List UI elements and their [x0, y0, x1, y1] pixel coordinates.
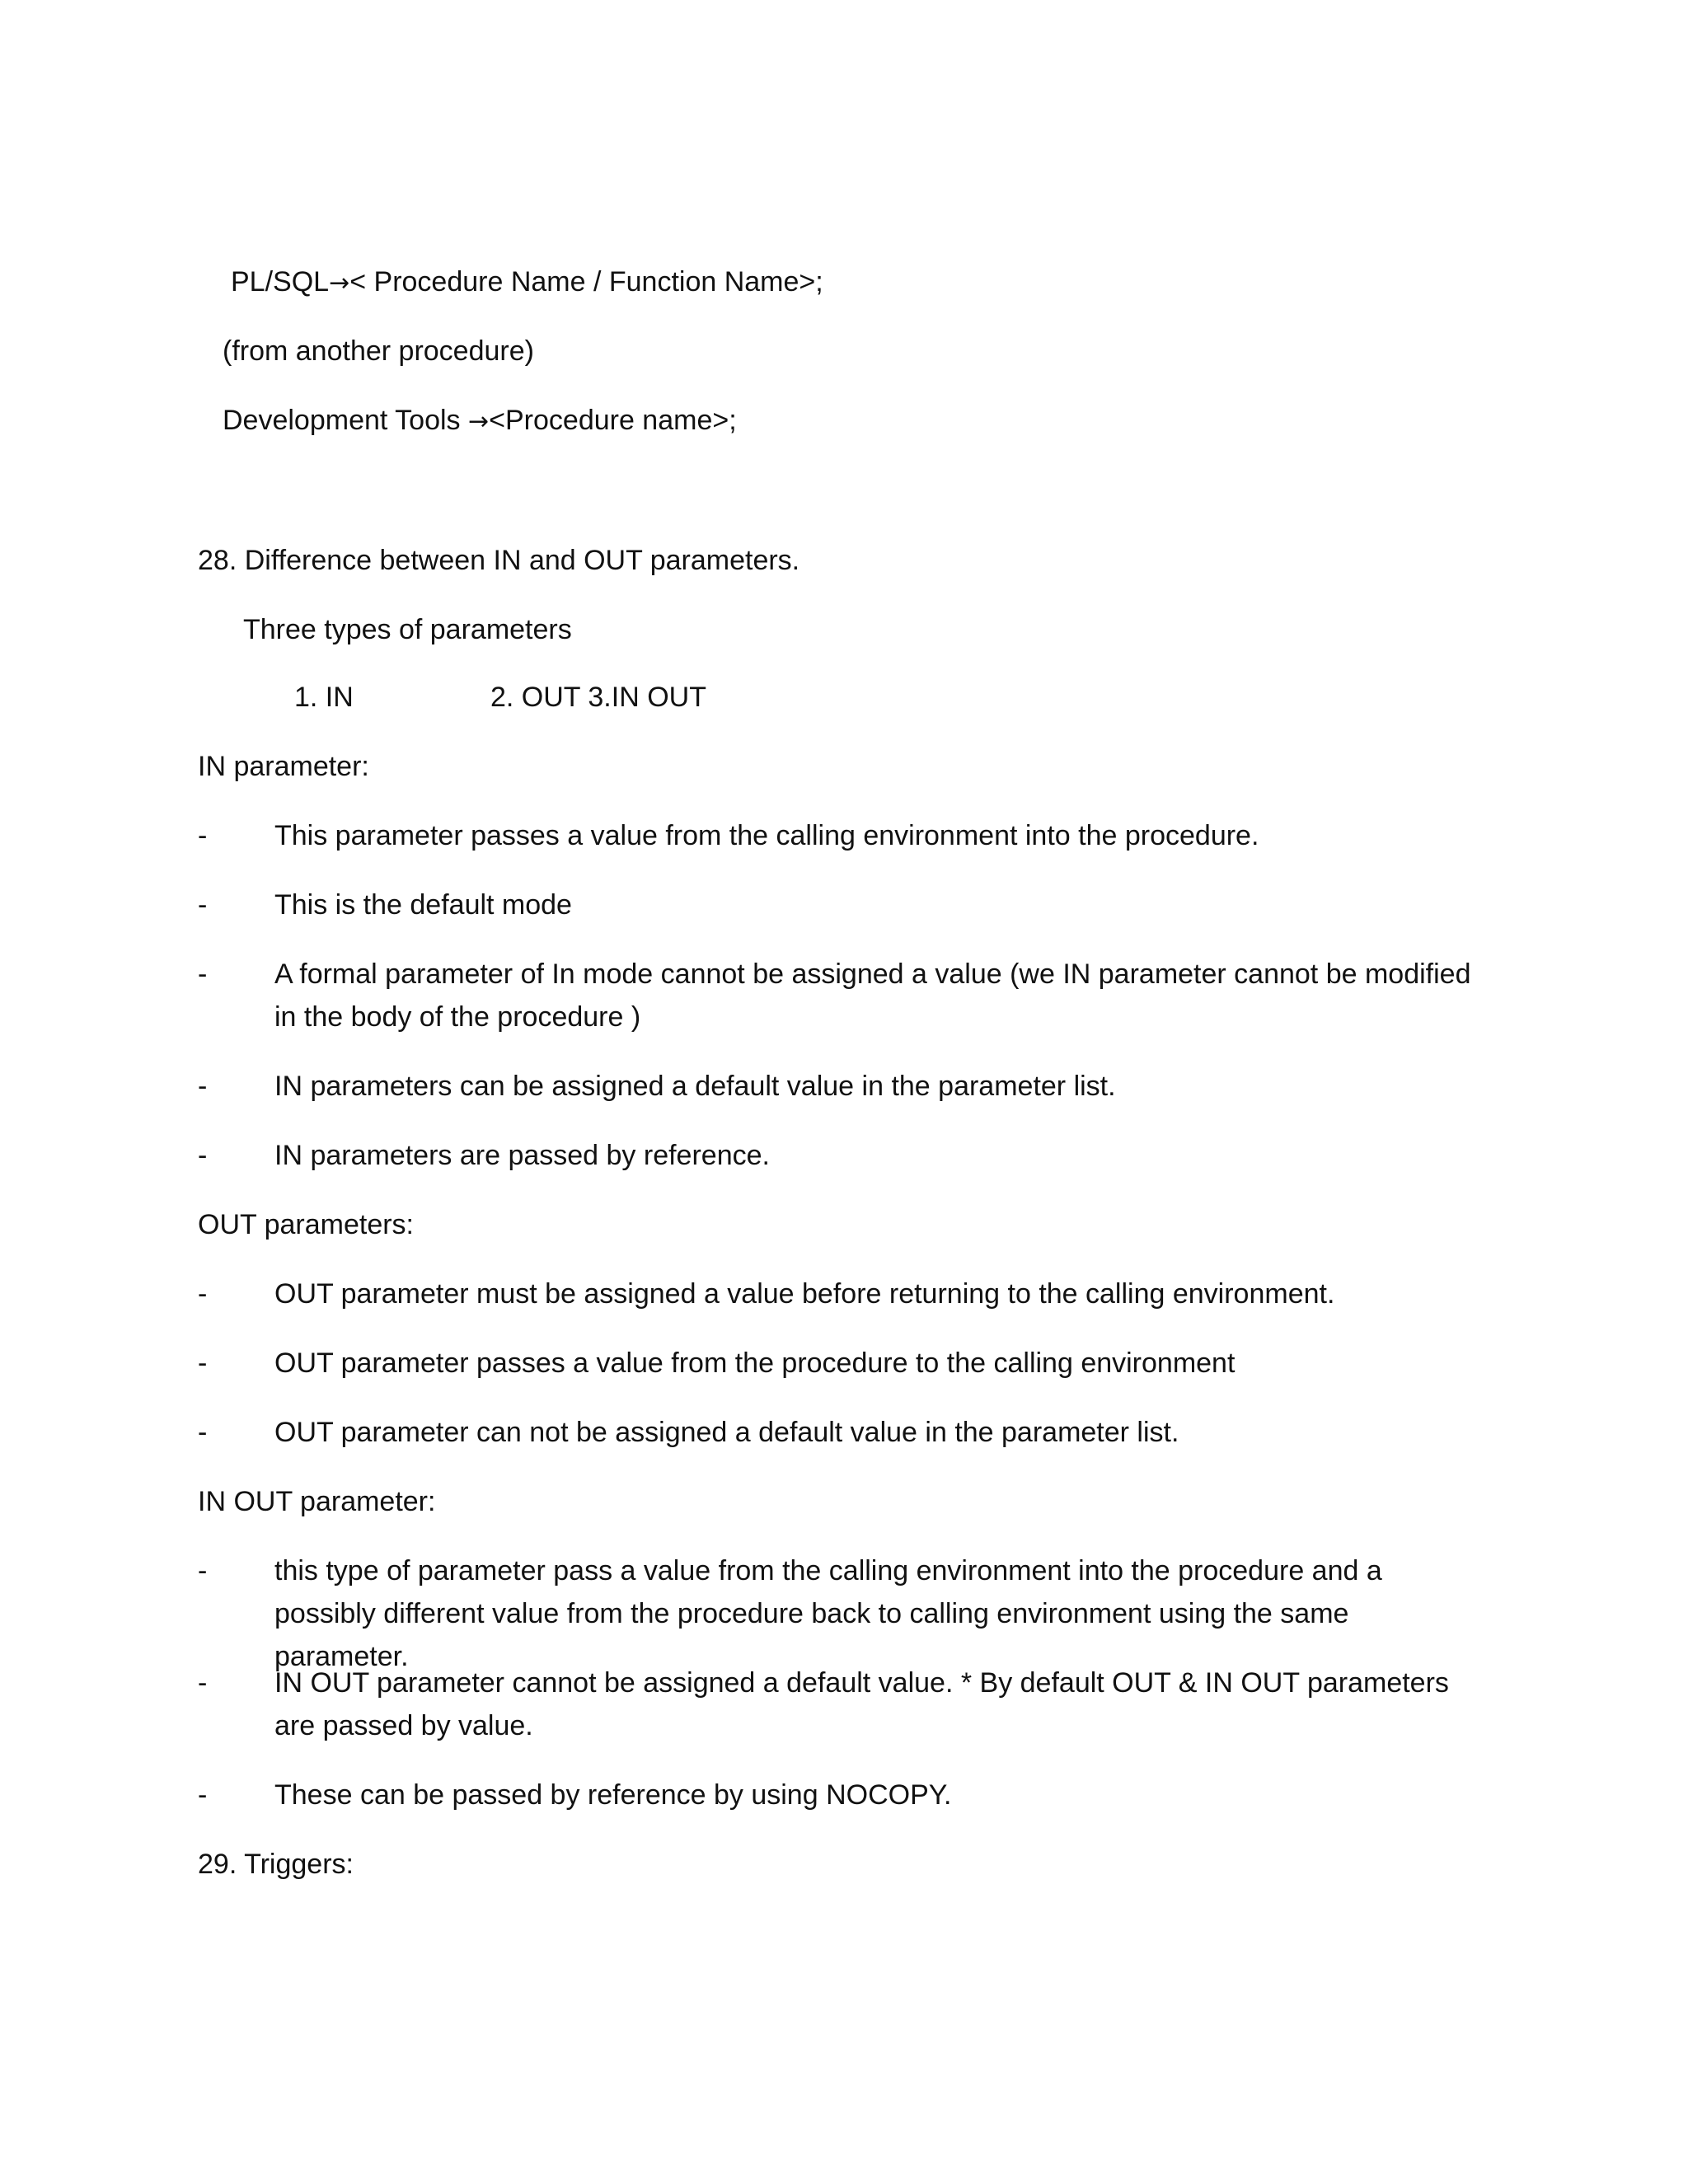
out-bullet-1: OUT parameter must be assigned a value before returning to the calling environment. — [274, 1278, 1335, 1310]
in-bullet-4: IN parameters can be assigned a default value in the parameter list. — [274, 1071, 1116, 1102]
devtools-label: Development Tools — [223, 405, 461, 436]
out-bullet-2: OUT parameter passes a value from the procedure to the calling environment — [274, 1347, 1236, 1379]
bullet-marker: - — [198, 1779, 208, 1811]
bullet-marker: - — [198, 1417, 208, 1448]
inout-bullet-2-wrap — [198, 1661, 1484, 1747]
inout-bullet-3: These can be passed by reference by using NOCOPY. — [274, 1779, 952, 1811]
in-bullet-3-wrap — [198, 953, 1484, 1038]
bullet-marker: - — [198, 820, 208, 851]
section-29-heading: 29. Triggers: — [198, 1849, 354, 1880]
bullet-marker: - — [198, 1071, 208, 1102]
section-28-heading: 28. Difference between IN and OUT parameters. — [198, 545, 800, 576]
devtools-call-line — [223, 399, 737, 443]
from-another-procedure-note: (from another procedure) — [223, 335, 534, 367]
bullet-marker: - — [198, 1140, 208, 1171]
out-parameters-heading: OUT parameters: — [198, 1209, 415, 1240]
parameter-type-out-inout: 2. OUT 3.IN OUT — [490, 682, 706, 713]
bullet-marker: - — [198, 1347, 208, 1379]
in-bullet-5: IN parameters are passed by reference. — [274, 1140, 770, 1171]
plsql-label: PL/SQL — [231, 266, 330, 298]
plsql-call-syntax: < Procedure Name / Function Name>; — [349, 266, 823, 298]
inout-bullet-1-wrap — [198, 1549, 1484, 1678]
devtools-call-syntax: <Procedure name>; — [489, 405, 737, 436]
inout-bullet-2: IN OUT parameter cannot be assigned a default value. * By default OUT & IN OUT parameters are passed by value. — [274, 1667, 1449, 1741]
bullet-marker: - — [198, 889, 208, 921]
bullet-marker: - — [198, 1667, 208, 1699]
bullet-marker: - — [198, 1278, 208, 1310]
out-bullet-3: OUT parameter can not be assigned a default value in the parameter list. — [274, 1417, 1179, 1448]
parameter-types-intro: Three types of parameters — [243, 614, 572, 645]
parameter-type-in: 1. IN — [294, 682, 354, 713]
plsql-call-line — [231, 260, 823, 305]
bullet-marker: - — [198, 1555, 208, 1586]
in-bullet-2: This is the default mode — [274, 889, 572, 921]
inout-parameter-heading: IN OUT parameter: — [198, 1486, 436, 1517]
bullet-marker: - — [198, 958, 208, 990]
in-bullet-3: A formal parameter of In mode cannot be assigned a value (we IN parameter cannot be modified in the body of the procedure ) — [274, 958, 1471, 1033]
in-parameter-heading: IN parameter: — [198, 751, 369, 782]
in-bullet-1: This parameter passes a value from the calling environment into the procedure. — [274, 820, 1259, 851]
right-arrow-icon: → — [329, 269, 350, 298]
inout-bullet-1: this type of parameter pass a value from the calling environment into the procedure and a possibly different value from the procedure back to calling environment using the same parameter. — [274, 1555, 1382, 1672]
right-arrow-icon: → — [468, 407, 490, 436]
